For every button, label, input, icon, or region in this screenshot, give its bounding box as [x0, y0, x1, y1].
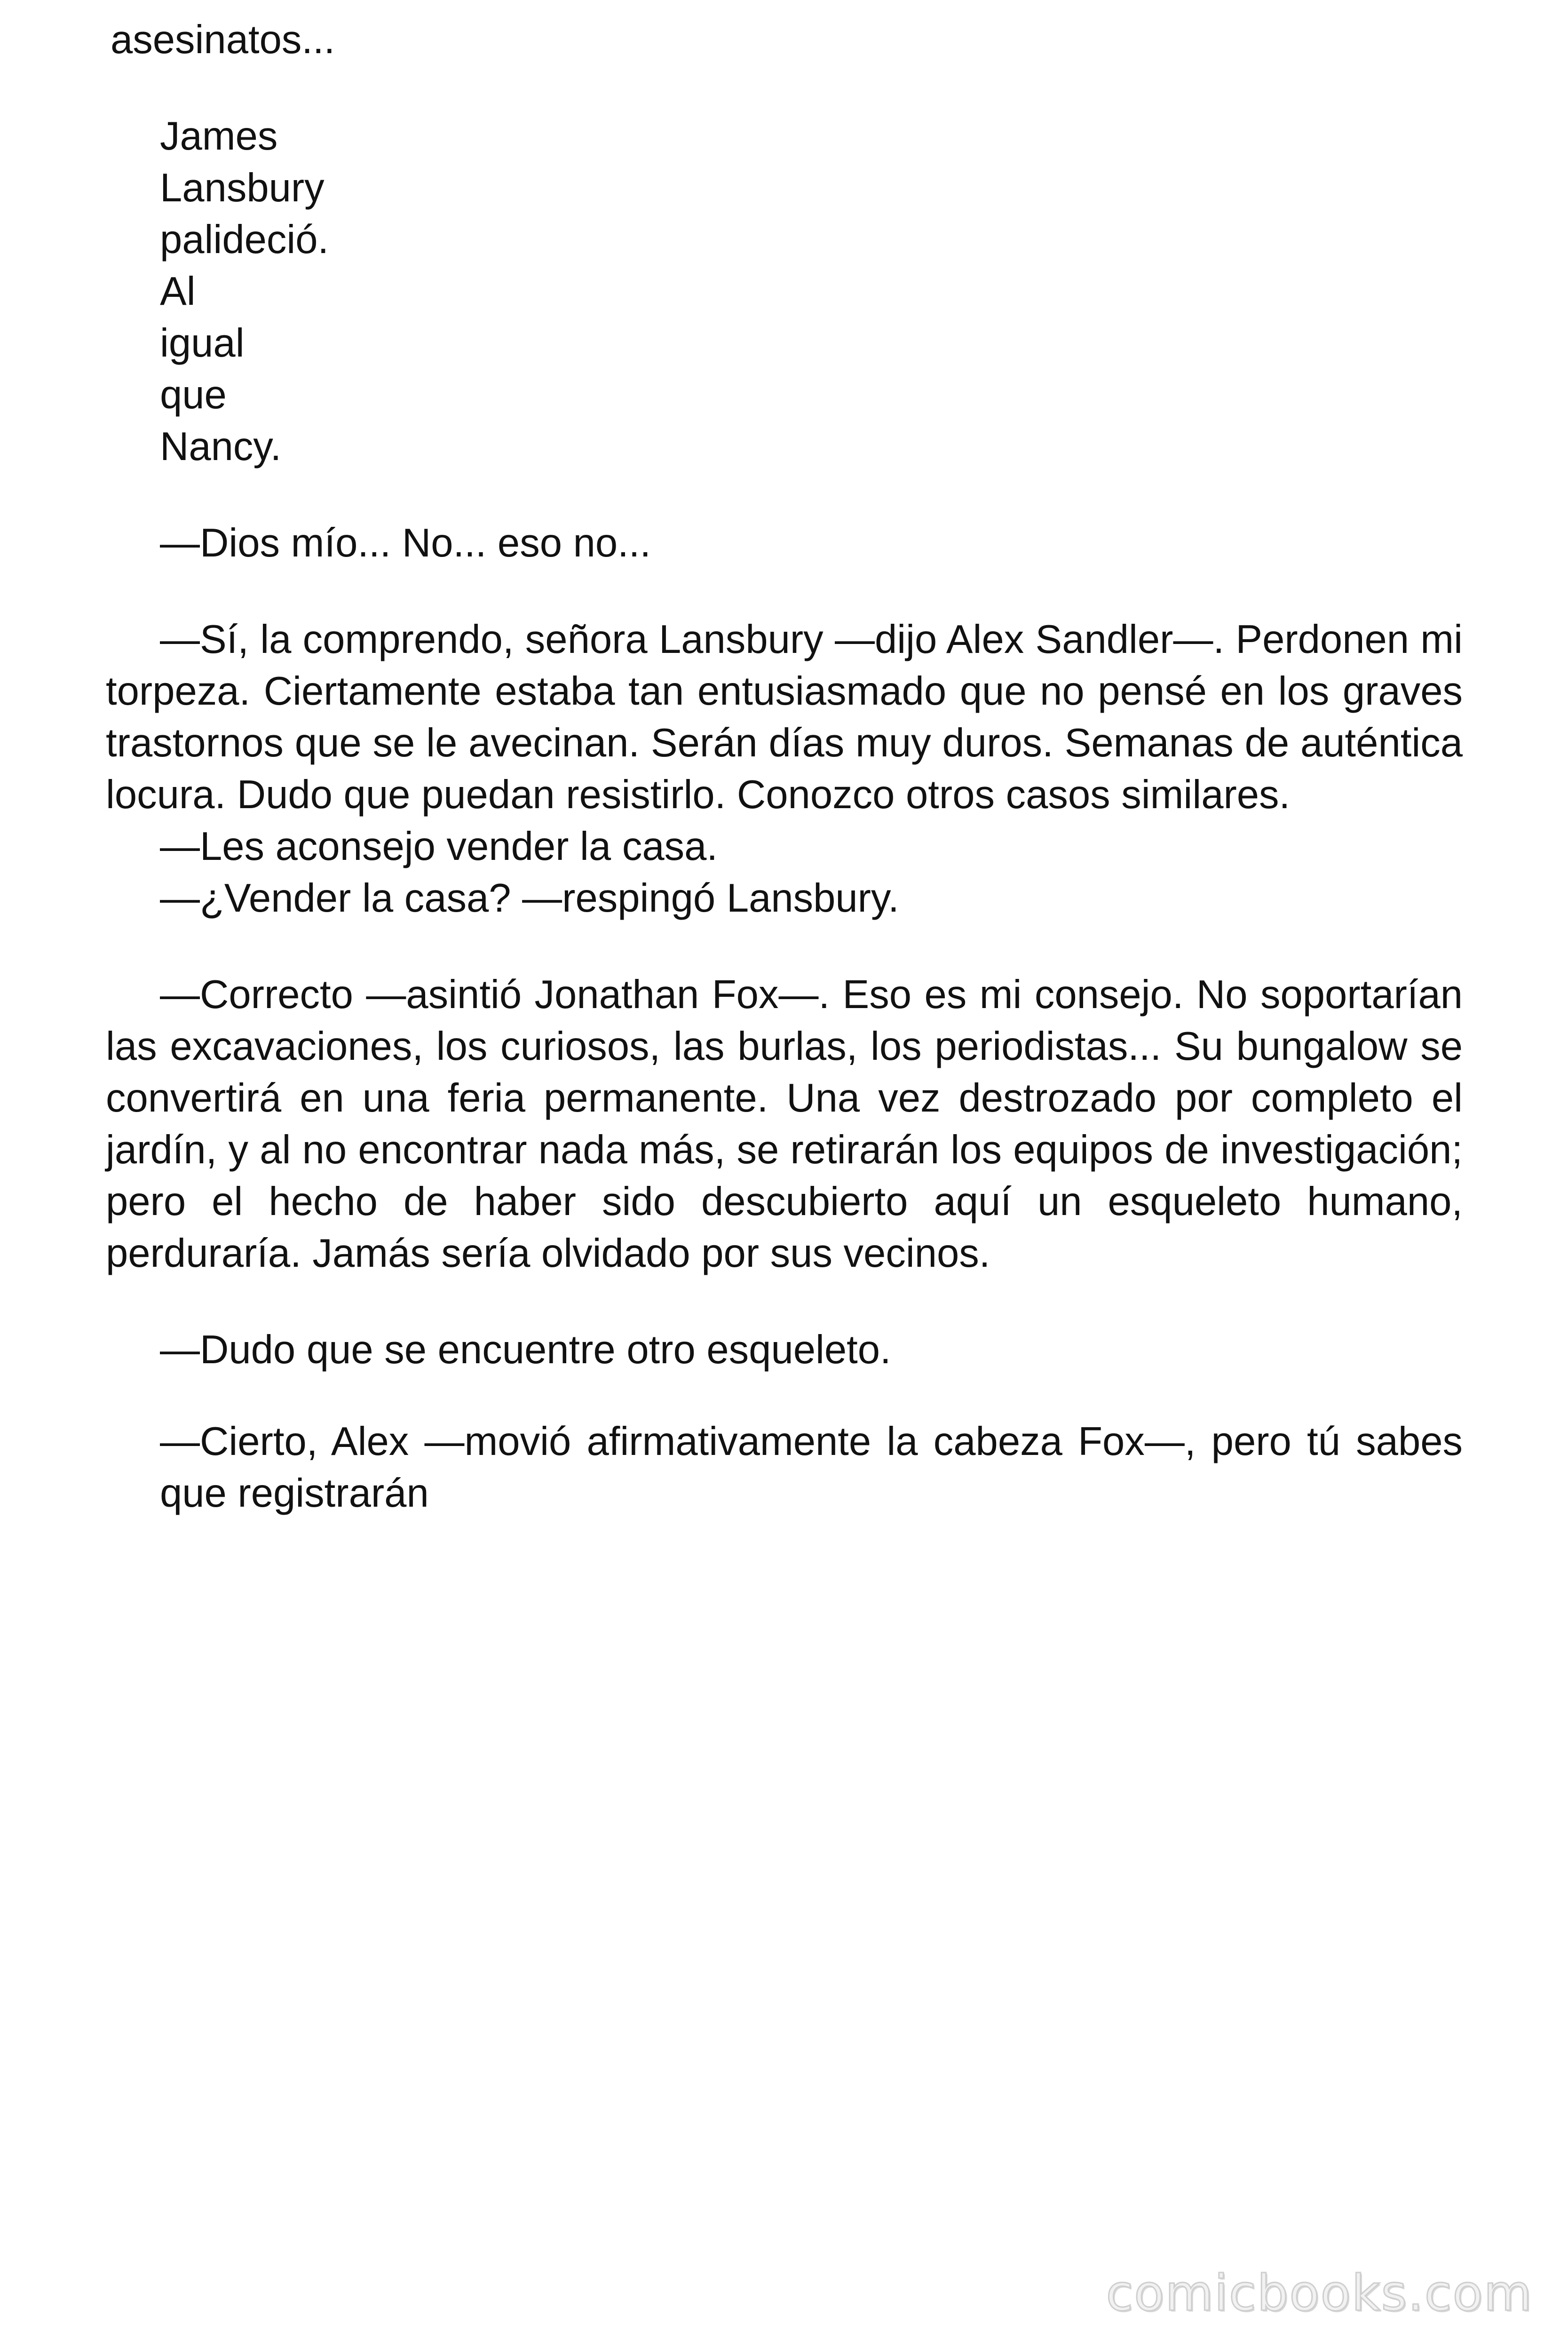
stacked-word: James [160, 114, 278, 159]
paragraph: —¿Vender la casa? —respingó Lansbury. [160, 876, 899, 921]
paragraph: —Dudo que se encuentre otro esqueleto. [160, 1327, 891, 1372]
paragraph: —Cierto, Alex —movió afirmativamente la cabeza Fox—, pero tú sabes que registrarán [160, 1419, 1463, 1516]
stacked-words [160, 111, 1463, 473]
stacked-word: palideció. [160, 217, 329, 262]
paragraph: —Dios mío... No... eso no... [160, 521, 651, 565]
stacked-word: igual [160, 321, 245, 366]
opening-line: asesinatos... [111, 17, 335, 62]
paragraph: —Sí, la comprendo, señora Lansbury —dijo Alex Sandler—. Perdonen mi torpeza. Ciertamente estaba tan entusiasmado que no pensé en los graves trastornos que se le avecinan. Serán días muy duros. Semanas de auténtica locura. Dudo que puedan resistirlo. Conozco otros casos similares. [106, 617, 1463, 817]
watermark: comicbooks.com [1106, 2265, 1533, 2322]
paragraph: —Correcto —asintió Jonathan Fox—. Eso es mi consejo. No soportarían las excavaciones, los curiosos, las burlas, los periodistas... Su bungalow se convertirá en una feria permanente. Una vez destrozado por completo el jardín, y al no encontrar nada más, se retirarán los equipos de investigación; pero el hecho de haber sido descubierto aquí un esqueleto humano, perduraría. Jamás sería olvidado por sus vecinos. [106, 972, 1463, 1276]
paragraph: —Les aconsejo vender la casa. [160, 824, 718, 869]
stacked-word: Lansbury [160, 166, 325, 210]
stacked-word: Al [160, 269, 196, 314]
body-text [106, 14, 1463, 1559]
stacked-word: que [160, 373, 227, 417]
stacked-word: Nancy. [160, 424, 282, 469]
